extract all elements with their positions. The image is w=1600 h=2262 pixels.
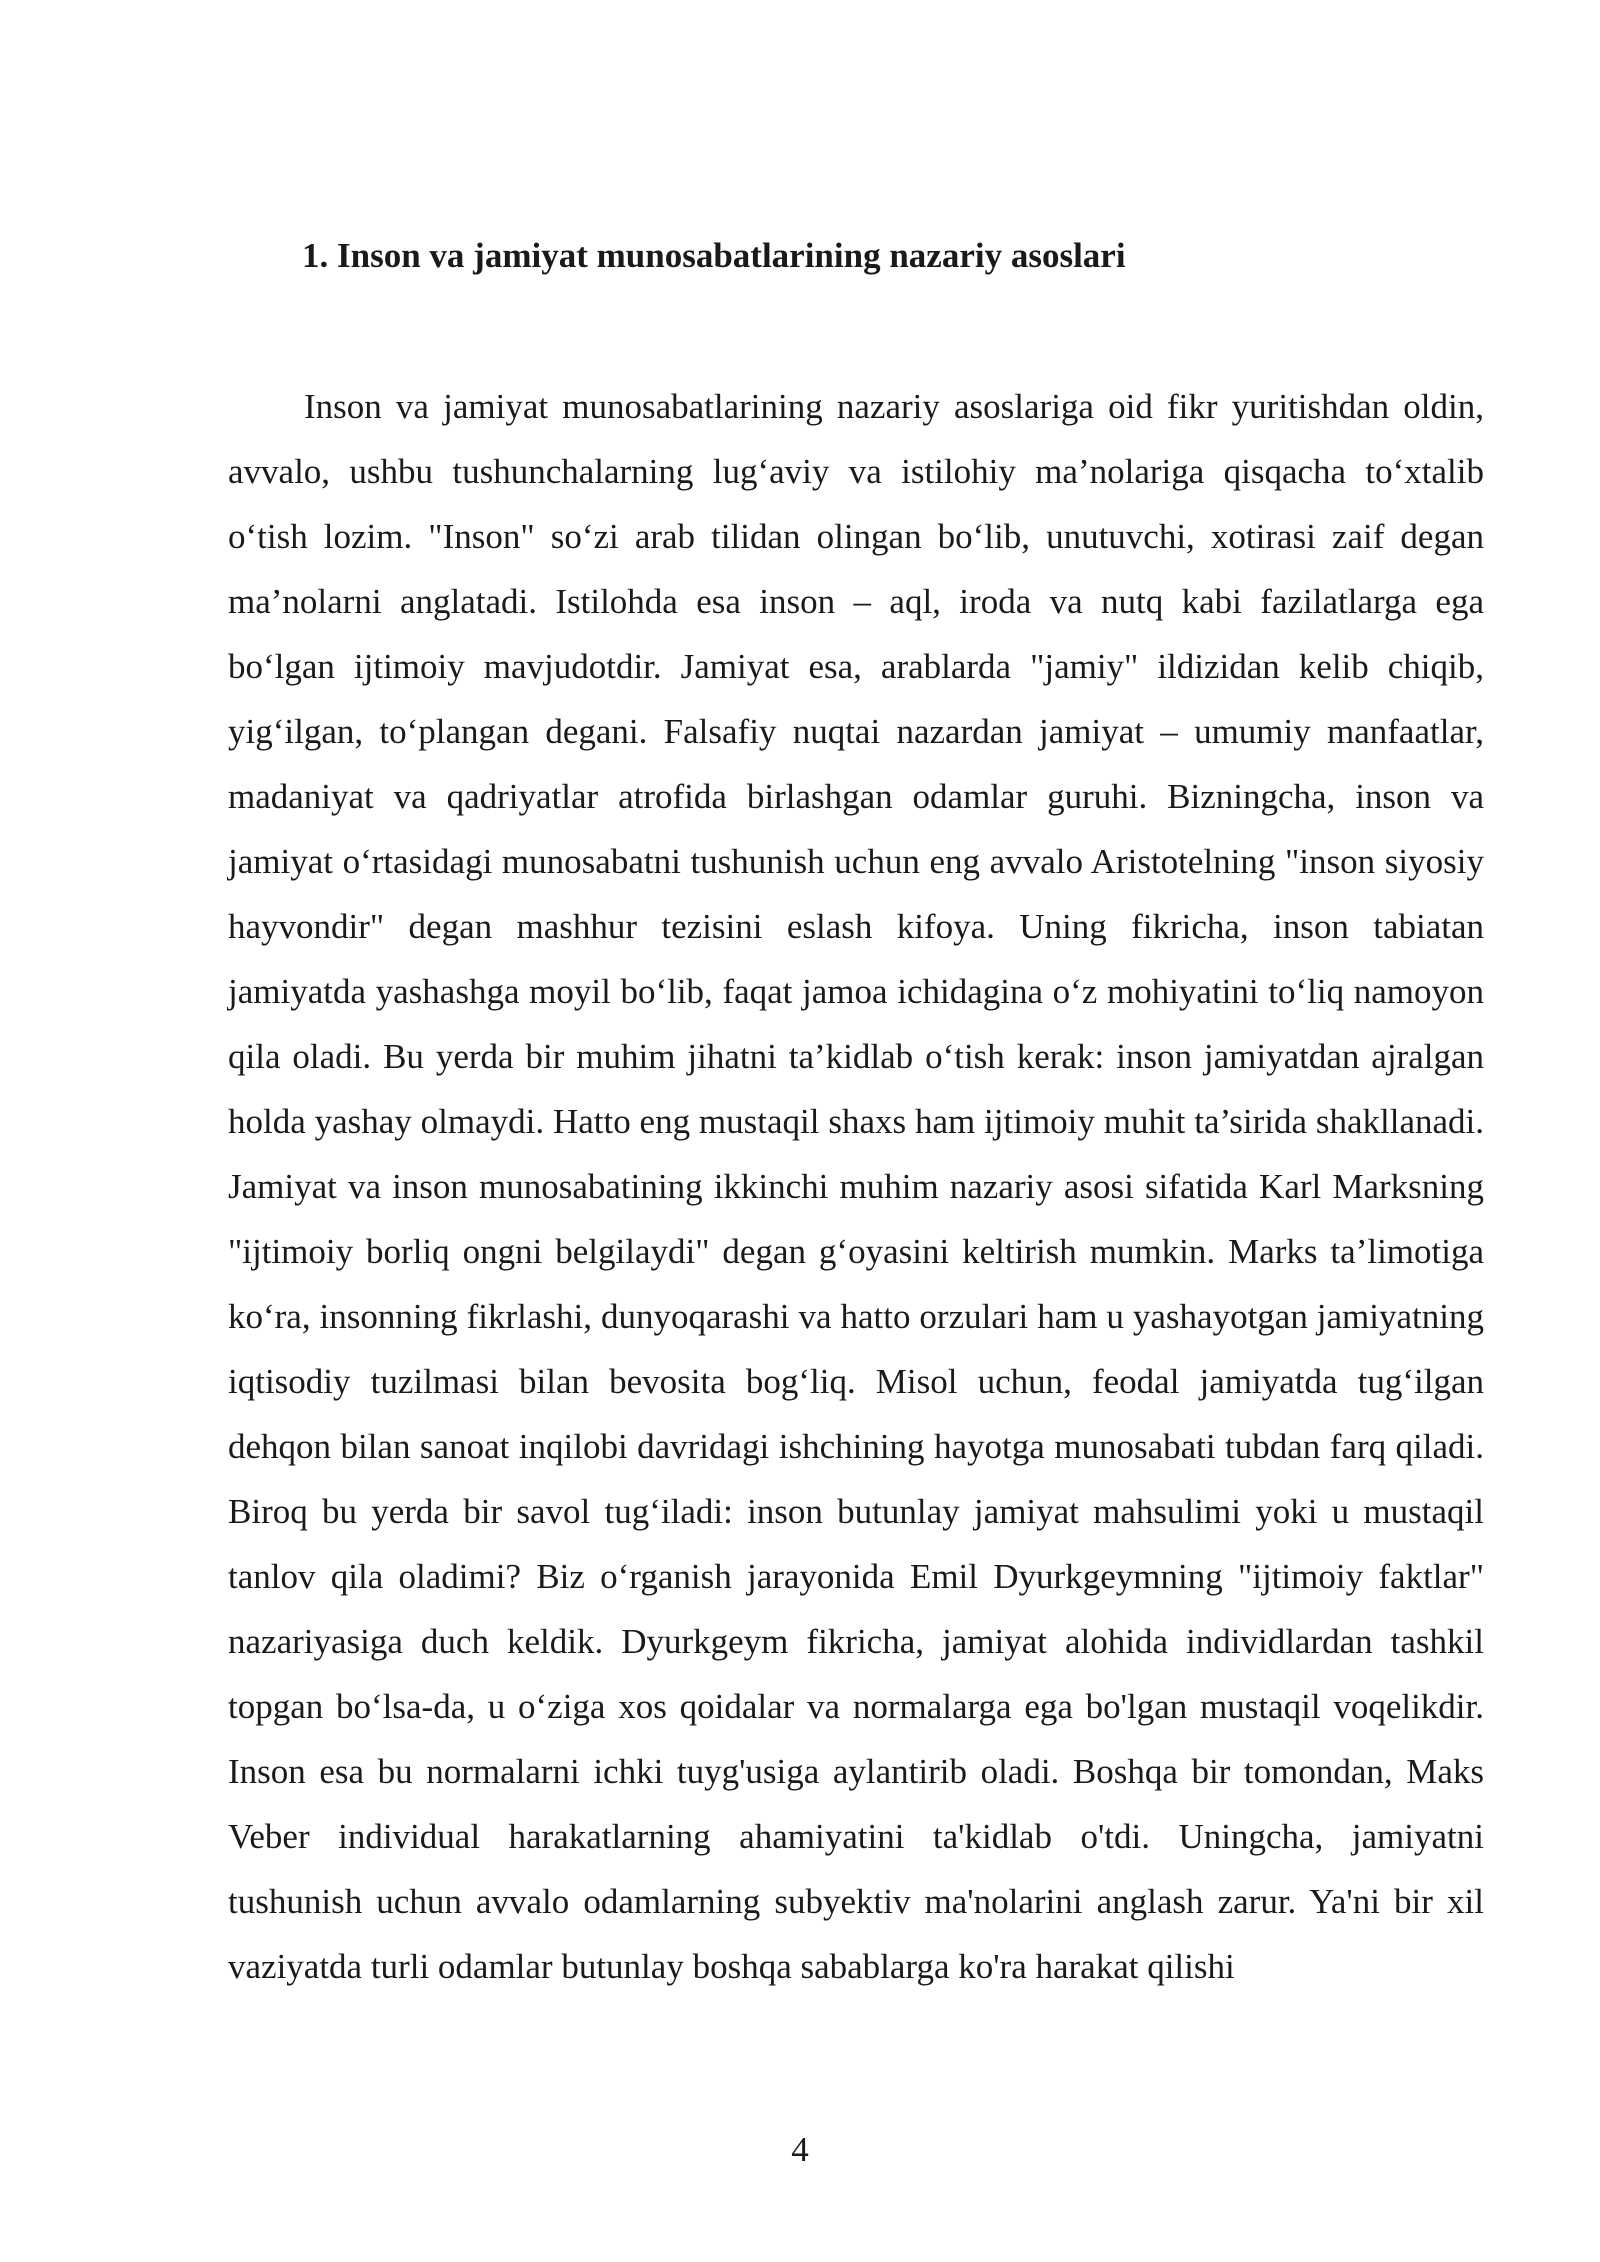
section-heading: 1. Inson va jamiyat munosabatlarining nazariy asoslari: [302, 236, 1126, 275]
body-paragraph: Inson va jamiyat munosabatlarining nazariy asoslariga oid fikr yuritishdan oldin, avvalo, ushbu tushunchalarning lug‘aviy va istilohiy ma’nolariga qisqacha to‘xtalib o‘tish lozim. "Inson" so‘zi arab tilidan olingan bo‘lib, unutuvchi, xotirasi zaif degan ma’nolarni anglatadi. Istilohda esa inson – aql, iroda va nutq kabi fazilatlarga ega bo‘lgan ijtimoiy mavjudotdir. Jamiyat esa, arablarda "jamiy" ildizidan kelib chiqib, yig‘ilgan, to‘plangan degani. Falsafiy nuqtai nazardan jamiyat – umumiy manfaatlar, madaniyat va qadriyatlar atrofida birlashgan odamlar guruhi. Bizningcha, inson va jamiyat o‘rtasidagi munosabatni tushunish uchun eng avvalo Aristotelning "inson siyosiy hayvondir" degan mashhur tezisini eslash kifoya. Uning fikricha, inson tabiatan jamiyatda yashashga moyil bo‘lib, faqat jamoa ichidagina o‘z mohiyatini to‘liq namoyon qila oladi. Bu yerda bir muhim jihatni ta’kidlab o‘tish kerak: inson jamiyatdan ajralgan holda yashay olmaydi. Hatto eng mustaqil shaxs ham ijtimoiy muhit ta’sirida shakllanadi. Jamiyat va inson munosabatining ikkinchi muhim nazariy asosi sifatida Karl Marksning "ijtimoiy borliq ongni belgilaydi" degan g‘oyasini keltirish mumkin. Marks ta’limotiga ko‘ra, insonning fikrlashi, dunyoqarashi va hatto orzulari ham u yashayotgan jamiyatning iqtisodiy tuzilmasi bilan bevosita bog‘liq. Misol uchun, feodal jamiyatda tug‘ilgan dehqon bilan sanoat inqilobi davridagi ishchining hayotga munosabati tubdan farq qiladi. Biroq bu yerda bir savol tug‘iladi: inson butunlay jamiyat mahsulimi yoki u mustaqil tanlov qila oladimi? Biz o‘rganish jarayonida Emil Dyurkgeymning "ijtimoiy faktlar" nazariyasiga duch keldik. Dyurkgeym fikricha, jamiyat alohida individlardan tashkil topgan bo‘lsa-da, u o‘ziga xos qoidalar va normalarga ega bo'lgan mustaqil voqelikdir. Inson esa bu normalarni ichki tuyg'usiga aylantirib oladi. Boshqa bir tomondan, Maks Veber individual harakatlarning ahamiyatini ta'kidlab o'tdi. Uningcha, jamiyatni tushunish uchun avvalo odamlarning subyektiv ma'nolarini anglash zarur. Ya'ni bir xil vaziyatda turli odamlar butunlay boshqa sabablarga ko'ra harakat qilishi: [228, 387, 1484, 1986]
page-number: 4: [791, 2130, 809, 2169]
